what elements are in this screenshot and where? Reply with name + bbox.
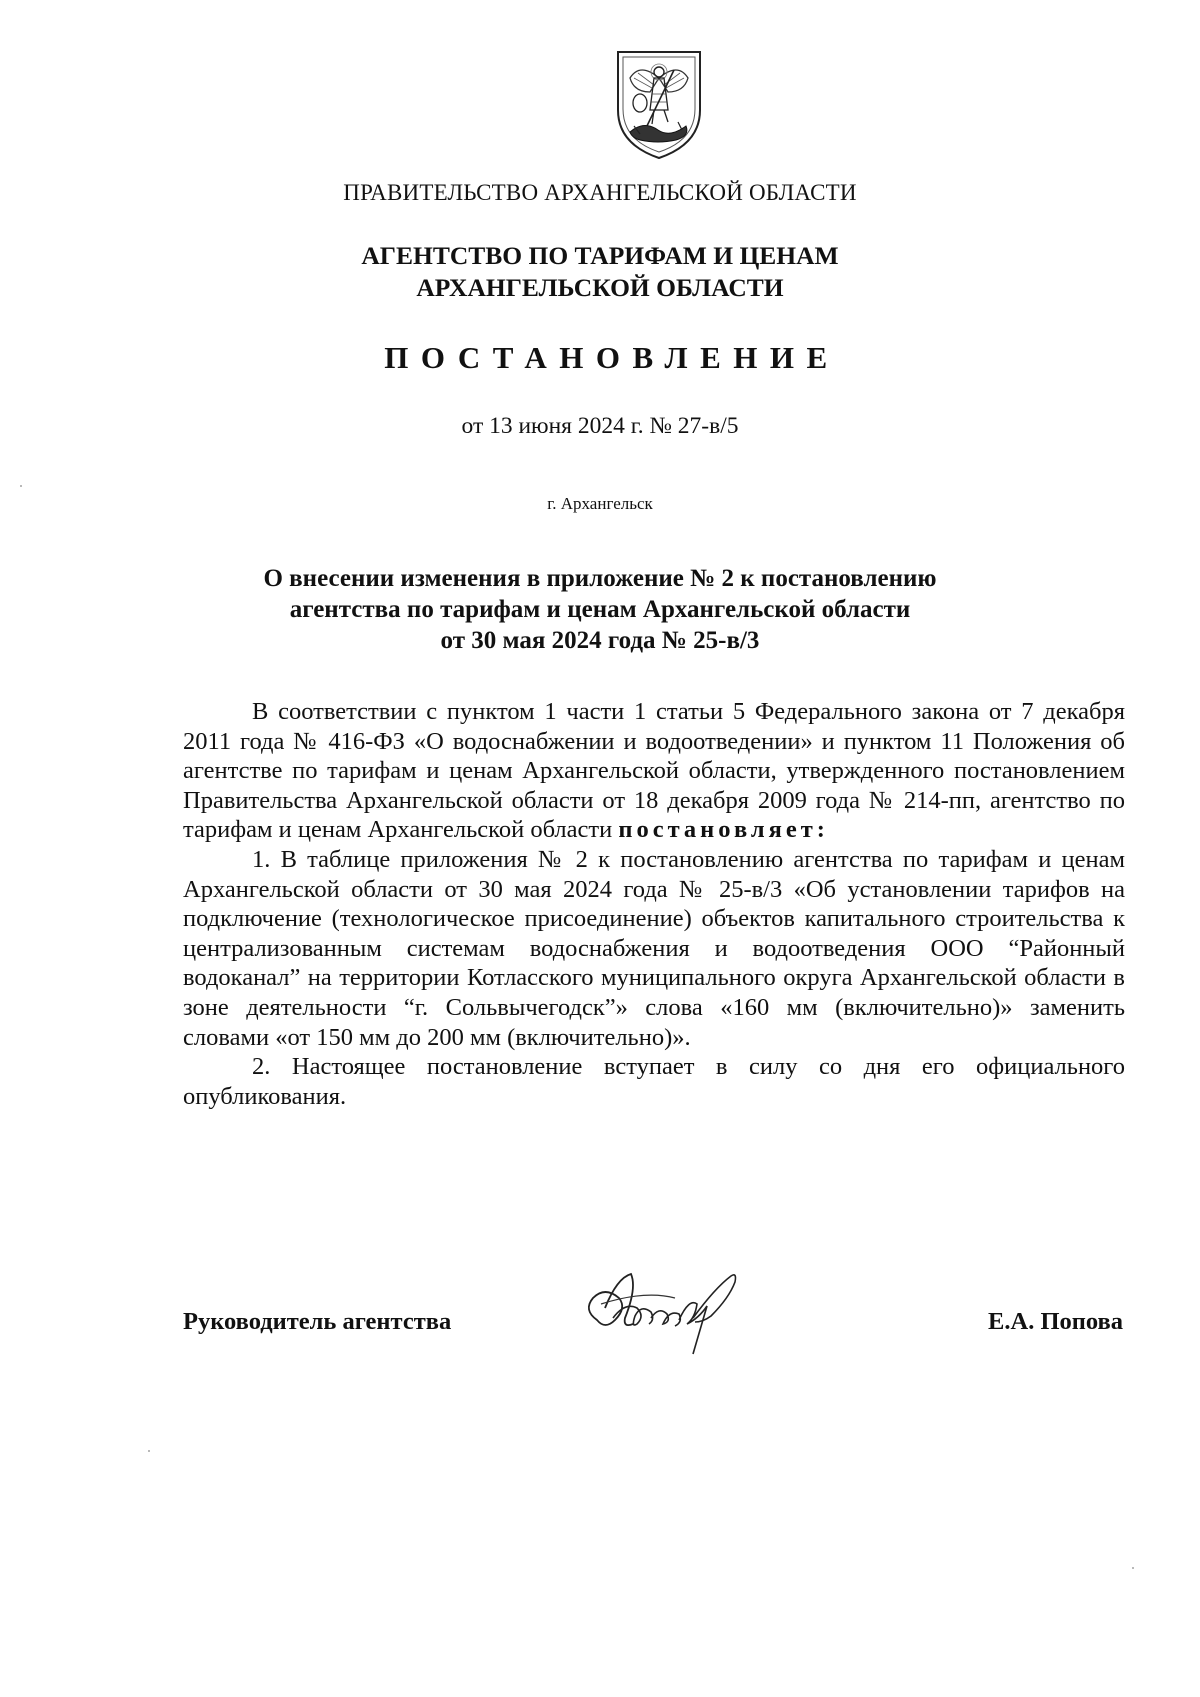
government-name: ПРАВИТЕЛЬСТВО АРХАНГЕЛЬСКОЙ ОБЛАСТИ (343, 180, 857, 205)
document-subject (0, 563, 1200, 656)
document-date-number: от 13 июня 2024 г. № 27-в/5 (461, 413, 739, 439)
subject-line2: агентства по тарифам и ценам Архангельской области (289, 596, 911, 623)
scan-speck (148, 1450, 150, 1452)
signatory-name: Е.А. Попова (988, 1308, 1123, 1335)
scan-speck (1132, 1567, 1134, 1569)
document-body (183, 697, 1125, 1111)
item-2-paragraph: 2. Настоящее постановление вступает в силу со дня его официального опубликования. (183, 1053, 1125, 1110)
preamble-paragraph (183, 697, 1125, 845)
arkhangelsk-coat-of-arms-icon (610, 48, 708, 160)
signatory-title: Руководитель агентства (183, 1308, 452, 1335)
preamble-text: В соответствии с пунктом 1 части 1 статьи 5 Федерального закона от 7 декабря 2011 года № 416-ФЗ «О водоснабжении и водоотведении» и пунктом 11 Положения об агентстве по тарифам и ценам Архангельской области, утвержденного постановлением Правительства Архангельской области от 18 декабря 2009 года № 214-пп, агентство по тарифам и ценам Архангельской области (183, 698, 1125, 844)
handwritten-signature-icon (575, 1258, 775, 1358)
document-city: г. Архангельск (547, 494, 653, 513)
scan-speck (20, 485, 22, 487)
resolves-word: постановляет: (618, 816, 829, 844)
subject-line1: О внесении изменения в приложение № 2 к постановлению (263, 565, 937, 592)
agency-name (0, 240, 1200, 304)
subject-line3: от 30 мая 2024 года № 25-в/3 (440, 627, 760, 654)
item-1-paragraph: 1. В таблице приложения № 2 к постановлению агентства по тарифам и ценам Архангельской области от 30 мая 2024 года № 25-в/3 «Об установлении тарифов на подключение (технологическое присоединение) объектов капитального строительства к централизованным системам водоснабжения и водоотведения ООО “Районный водоканал” на территории Котласского муниципального округа Архангельской области в зоне деятельности “г. Сольвычегодск”» слова «160 мм (включительно)» заменить словами «от 150 мм до 200 мм (включительно)». (183, 845, 1125, 1051)
agency-name-line2: АРХАНГЕЛЬСКОЙ ОБЛАСТИ (416, 273, 784, 302)
document-type-title: ПОСТАНОВЛЕНИЕ (384, 340, 840, 375)
agency-name-line1: АГЕНТСТВО ПО ТАРИФАМ И ЦЕНАМ (361, 241, 839, 270)
